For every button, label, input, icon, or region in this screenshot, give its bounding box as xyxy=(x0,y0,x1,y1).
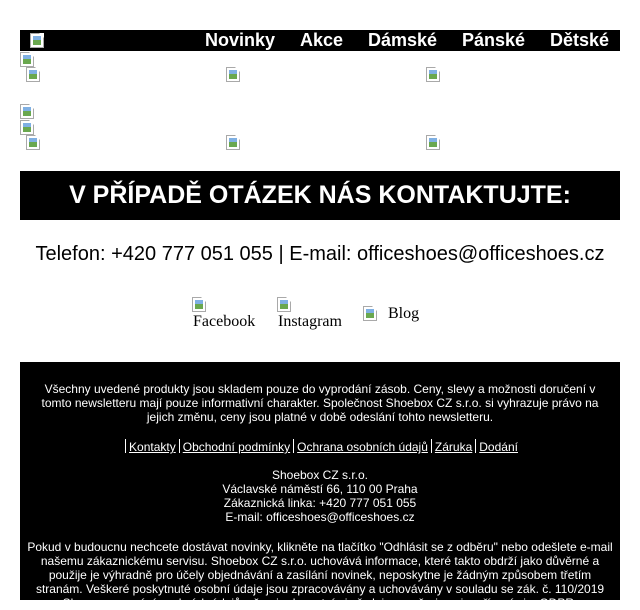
product-image-1-icon[interactable] xyxy=(26,67,40,82)
blog-link[interactable]: Blog xyxy=(388,305,420,322)
footer-link-zaruka[interactable]: Záruka xyxy=(434,440,473,454)
nav-novinky[interactable]: Novinky xyxy=(205,30,276,50)
instagram-icon[interactable] xyxy=(277,297,291,312)
product-image-3-icon[interactable] xyxy=(426,67,440,82)
company-name: Shoebox CZ s.r.o. xyxy=(271,468,369,482)
footer-privacy-notice: Pokud v budoucnu nechcete dostávat novinky, klikněte na tlačítko "Odhlásit se z odběru" nebo odešlete e-mail našemu zákaznickému servisu. Shoebox CZ s.r.o. uchovává informace, které takto obdrží jako důvěrné a použije je výhradně pro účely objednávání a zasílání novinek, neposkytne je žádným způsobem třetím stranám. Veškeré poskytnuté osobní údaje jsou zpracovávány a uchovávány v souladu se zák. č. 110/2019 Sb., o zpracování osobních údajů, všemi relevantními předpisy, směrnicemi, nařízeními a GDPR. xyxy=(27,540,613,610)
link-separator xyxy=(293,439,294,453)
product-image-4-icon[interactable] xyxy=(26,135,40,150)
instagram-link[interactable]: Instagram xyxy=(278,313,342,330)
footer-link-kontakty[interactable]: Kontakty xyxy=(129,440,176,454)
nav-akce[interactable]: Akce xyxy=(300,30,344,50)
company-email: E-mail: officeshoes@officeshoes.cz xyxy=(225,510,415,524)
nav-damske[interactable]: Dámské xyxy=(368,30,438,50)
footer-link-dodani[interactable]: Dodání xyxy=(479,440,518,454)
footer-links xyxy=(20,439,620,454)
link-separator xyxy=(179,439,180,453)
footer-disclaimer: Všechny uvedené produkty jsou skladem pouze do vyprodání zásob. Ceny, slevy a možnosti doručení v tomto newsletteru mají pouze informativní charakter. Společnost Shoebox CZ s.r.o. si vyhrazuje právo na jejich změnu, ceny jsou platné v době odeslání tohto newsletteru. xyxy=(41,382,599,424)
facebook-link[interactable]: Facebook xyxy=(193,313,256,330)
footer-link-obchodni-podminky[interactable]: Obchodní podmínky xyxy=(182,440,291,454)
top-nav-bar xyxy=(20,30,620,51)
nav-detske[interactable]: Dětské xyxy=(550,30,610,50)
footer xyxy=(20,362,620,610)
link-separator xyxy=(125,439,126,453)
company-phone: Zákaznická linka: +420 777 051 055 xyxy=(223,496,417,510)
product-image-6-icon[interactable] xyxy=(426,135,440,150)
product-image-5-icon[interactable] xyxy=(226,135,240,150)
product-image-2-icon[interactable] xyxy=(226,67,240,82)
footer-link-ochrana-udaju[interactable]: Ochrana osobních údajů xyxy=(297,440,428,454)
logo-broken-image-icon[interactable] xyxy=(30,33,44,48)
banner-broken-image-icon[interactable] xyxy=(20,52,34,67)
blog-icon[interactable] xyxy=(363,306,377,321)
banner-broken-image-icon[interactable] xyxy=(20,104,34,119)
banner-broken-image-icon[interactable] xyxy=(20,120,34,135)
link-separator xyxy=(475,439,476,453)
link-separator xyxy=(431,439,432,453)
company-info xyxy=(20,468,620,524)
contact-info: Telefon: +420 777 051 055 | E-mail: officeshoes@officeshoes.cz xyxy=(35,243,605,265)
facebook-icon[interactable] xyxy=(192,297,206,312)
company-address: Václavské náměstí 66, 110 00 Praha xyxy=(222,482,418,496)
contact-heading: V PŘÍPADĚ OTÁZEK NÁS KONTAKTUJTE: xyxy=(20,171,620,220)
nav-panske[interactable]: Pánské xyxy=(462,30,526,50)
